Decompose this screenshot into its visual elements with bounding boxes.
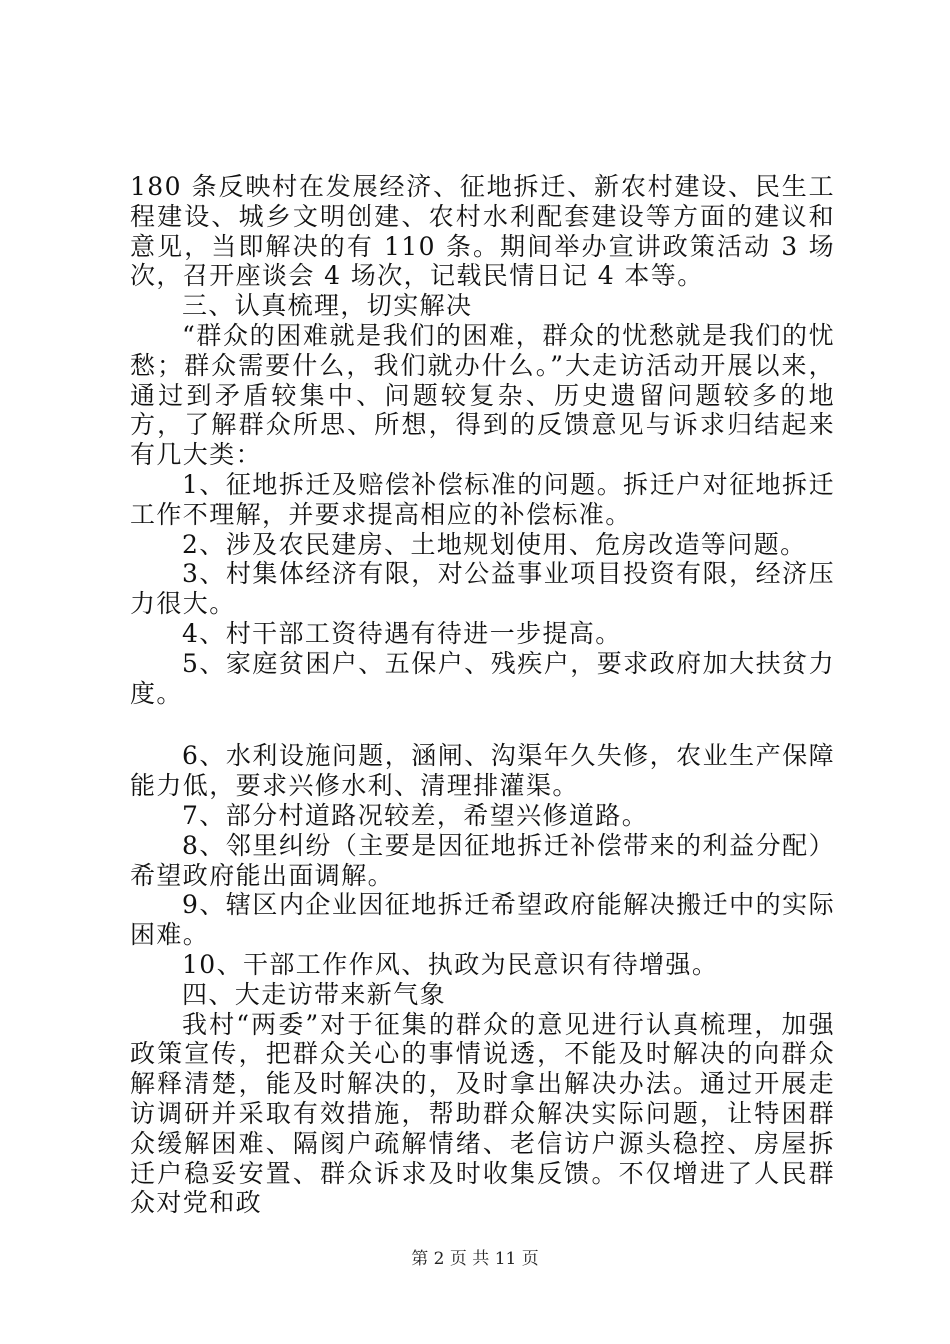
page-footer (0, 1244, 950, 1269)
list-item-6: 6、水利设施问题，涵闸、沟渠年久失修，农业生产保障能力低，要求兴修水利、清理排灌渠。 (130, 741, 835, 801)
list-item-8: 8、邻里纠纷（主要是因征地拆迁补偿带来的利益分配）希望政府能出面调解。 (130, 830, 835, 890)
list-item-5: 5、家庭贫困户、五保户、残疾户，要求政府加大扶贫力度。 (130, 648, 835, 708)
list-item-7: 7、部分村道路况较差，希望兴修道路。 (182, 800, 649, 830)
section-heading-3: 三、认真梳理，切实解决 (182, 291, 473, 321)
list-item-4: 4、村干部工资待遇有待进一步提高。 (182, 618, 622, 648)
page-number-label: 第 2 页 共 11 页 (411, 1249, 539, 1269)
document-body (130, 172, 835, 1218)
section-heading-4: 四、大走访带来新气象 (182, 979, 447, 1009)
paragraph-intro-continuation: 180 条反映村在发展经济、征地拆迁、新农村建设、民生工程建设、城乡文明创建、农村水利配套建设等方面的建议和意见，当即解决的有 110 条。期间举办宣讲政策活动 3 场次，召开座谈会 4 场次，记载民情日记 4 本等。 (130, 172, 835, 291)
paragraph-quote: “群众的困难就是我们的困难，群众的忧愁就是我们的忧愁；群众需要什么，我们就办什么。”大走访活动开展以来，通过到矛盾较集中、问题较复杂、历史遗留问题较多的地方，了解群众所思、所想，得到的反馈意见与诉求归结起来有几大类： (130, 320, 835, 470)
list-item-2: 2、涉及农民建房、土地规划使用、危房改造等问题。 (182, 529, 807, 559)
list-item-9: 9、辖区内企业因征地拆迁希望政府能解决搬迁中的实际困难。 (130, 890, 835, 950)
list-item-1: 1、征地拆迁及赔偿补偿标准的问题。拆迁户对征地拆迁工作不理解，并要求提高相应的补偿标准。 (130, 469, 835, 529)
list-item-10: 10、干部工作作风、执政为民意识有待增强。 (182, 949, 719, 979)
paragraph-summary: 我村“两委”对于征集的群众的意见进行认真梳理，加强政策宣传，把群众关心的事情说透，不能及时解决的向群众解释清楚，能及时解决的，及时拿出解决办法。通过开展走访调研并采取有效措施，帮助群众解决实际问题，让特困群众缓解困难、隔阂户疏解情绪、老信访户源头稳控、房屋拆迁户稳妥安置、群众诉求及时收集反馈。不仅增进了人民群众对党和政 (130, 1009, 835, 1218)
list-item-3: 3、村集体经济有限，对公益事业项目投资有限，经济压力很大。 (130, 559, 835, 619)
